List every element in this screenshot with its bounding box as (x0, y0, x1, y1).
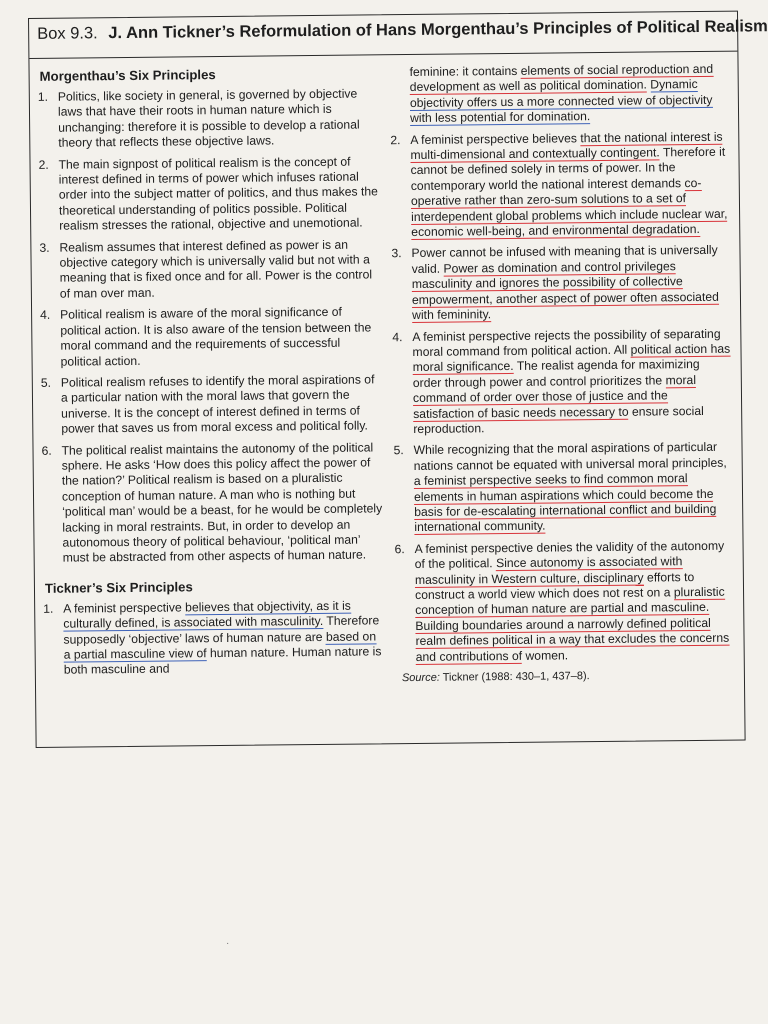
tickner-principle-2 (390, 129, 729, 240)
red-underlined-text: Since autonomy is associated with masculinity in Western culture, disciplinary (414, 554, 683, 587)
item-text: Realism assumes that interest defined as power is an objective category which is universally valid but not with a meaning that is fixed once and for all. Power is the control of man over man. (59, 237, 373, 301)
item-number: 5. (393, 443, 404, 458)
left-column (38, 65, 386, 684)
morgenthau-principle-3 (39, 237, 382, 302)
red-underlined-text: political action has moral significance. (412, 341, 731, 375)
morgenthau-principle-2 (38, 154, 381, 235)
right-column (390, 62, 734, 687)
item-number: 1. (43, 601, 54, 616)
red-underlined-text: Power as domination and control privileges masculinity and ignores the possibility of collective empowerment, another aspect of power often associated with femininity. (411, 259, 719, 323)
box-title: J. Ann Tickner’s Reformulation of Hans Morgenthau’s Principles of Political Realism (108, 17, 768, 43)
text-part: A feminist perspective (63, 600, 186, 616)
tickner-principle-1 (43, 598, 386, 679)
item-number: 3. (391, 246, 402, 261)
item-number: 2. (390, 132, 401, 147)
red-underlined-text: co-operative rather than zero-sum solutions to a set of interdependent global problems which include nuclear war, economic well-being, and environmental degradation. (410, 175, 728, 240)
box-header (29, 12, 768, 59)
text-part: women. (522, 648, 569, 663)
text-part: A feminist perspective denies the validity of the autonomy of the political. (414, 538, 725, 572)
item-number: 3. (39, 240, 50, 255)
morgenthau-principle-4 (40, 305, 383, 370)
text-part: efforts to construct a world view which does not rest on a (414, 569, 695, 602)
text-part: While recognizing that the moral aspirations of particular nations cannot be equated with universal moral principles, (413, 440, 727, 473)
red-underlined-text: a feminist perspective seeks to find common moral elements in human aspirations which could become the basis for de-escalating international conflict and building international community. (413, 471, 717, 535)
box-label: Box 9.3. (37, 24, 98, 43)
text-part: The realist agenda for maximizing order through power and control prioritizes the (412, 357, 700, 390)
source-citation (396, 668, 734, 687)
red-underlined-text: elements of social reproduction and development as well as political domination. (409, 61, 714, 95)
item-number: 4. (392, 329, 403, 344)
item-number: 4. (40, 308, 51, 323)
morgenthau-heading: Morgenthau’s Six Principles (39, 67, 216, 84)
item-number: 2. (38, 157, 49, 172)
text-part: A feminist perspective rejects the possibility of separating moral command from political action. All (412, 326, 721, 359)
item-text: Politics, like society in general, is governed by objective laws that have their roots in human nature which is unchanging: therefore it is possible to develop a rational theory that reflects these objective laws. (57, 86, 360, 150)
text-part: human nature. Human nature is both masculine and (63, 644, 382, 678)
item-text: The main signpost of political realism is the concept of interest defined in terms of power which infuses rational order into the subject matter of politics, and thus makes the theoretical understanding of politics possible. Political realism stresses the rational, objective and unemotional. (58, 154, 378, 233)
item-number: 1. (37, 89, 49, 104)
tickner-principle-6 (395, 538, 734, 665)
tickner-principle-3 (391, 243, 730, 324)
text-part: feminine: it contains (409, 63, 521, 80)
text-part: Therefore supposedly ‘objective’ laws of human nature are (63, 613, 380, 647)
blue-underlined-text: Dynamic objectivity offers us a more connected view of objectivity with less potential for domination. (409, 77, 713, 126)
red-underlined-text: that the national interest is multi-dimensional and contextually contingent. (410, 129, 723, 163)
item-text: Political realism refuses to identify the moral aspirations of a particular nation with the moral laws that govern the universe. It is the concept of interest defined in terms of power that saves us from moral excess and political folly. (60, 372, 375, 436)
box-9-3 (28, 11, 768, 748)
morgenthau-principle-1 (38, 86, 381, 151)
blue-underlined-text: based on a partial masculine view of (63, 628, 377, 662)
text-part: ensure social reproduction. (413, 403, 704, 436)
tickner-list (390, 129, 734, 665)
source-text: Tickner (1988: 430–1, 437–8). (439, 670, 590, 684)
item-number: 6. (41, 443, 52, 458)
text-part: A feminist perspective believes (410, 130, 581, 147)
text-part: Power cannot be infused with meaning that is universally valid. (411, 243, 718, 276)
blue-underlined-text: believes that objectivity, as it is culturally defined, is associated with masculinity. (63, 598, 351, 631)
item-number: 5. (40, 375, 52, 390)
morgenthau-principle-5 (41, 372, 384, 437)
red-underlined-text: moral command of order over those of justice and the satisfaction of basic needs necessary to (412, 372, 697, 421)
stray-mark: · (226, 938, 230, 949)
tickner-principle-1-continued (390, 62, 729, 127)
tickner-list-start (43, 598, 386, 679)
tickner-principle-4 (392, 326, 731, 437)
tickner-principle-5 (393, 440, 732, 536)
red-underlined-text: pluralistic conception of human nature are partial and masculine. Building boundaries around a narrowly defined political realm defines political in a way that excludes the concerns and contributions of (415, 584, 730, 664)
item-text: The political realist maintains the autonomy of the political sphere. He asks ‘How does this policy affect the power of the nation?’ Political realism is based on a pluralistic conception of human nature. A man who is nothing but ‘political man’ would be a beast, for he would be completely lacking in moral restraints. But, in order to develop an autonomous theory of political behaviour, ‘political man’ must be abstracted from other aspects of human nature. (61, 439, 383, 566)
item-number: 6. (394, 541, 405, 556)
source-label: Source: (401, 671, 440, 685)
morgenthau-principle-6 (41, 440, 384, 567)
tickner-heading: Tickner’s Six Principles (44, 579, 193, 596)
item-text: Political realism is aware of the moral significance of political action. It is also aware of the tension between the moral command and the requirements of successful political action. (60, 305, 372, 369)
morgenthau-list (38, 86, 385, 566)
text-part: Therefore it cannot be defined solely in terms of power. In the contemporary world the national interest demands (410, 144, 726, 193)
